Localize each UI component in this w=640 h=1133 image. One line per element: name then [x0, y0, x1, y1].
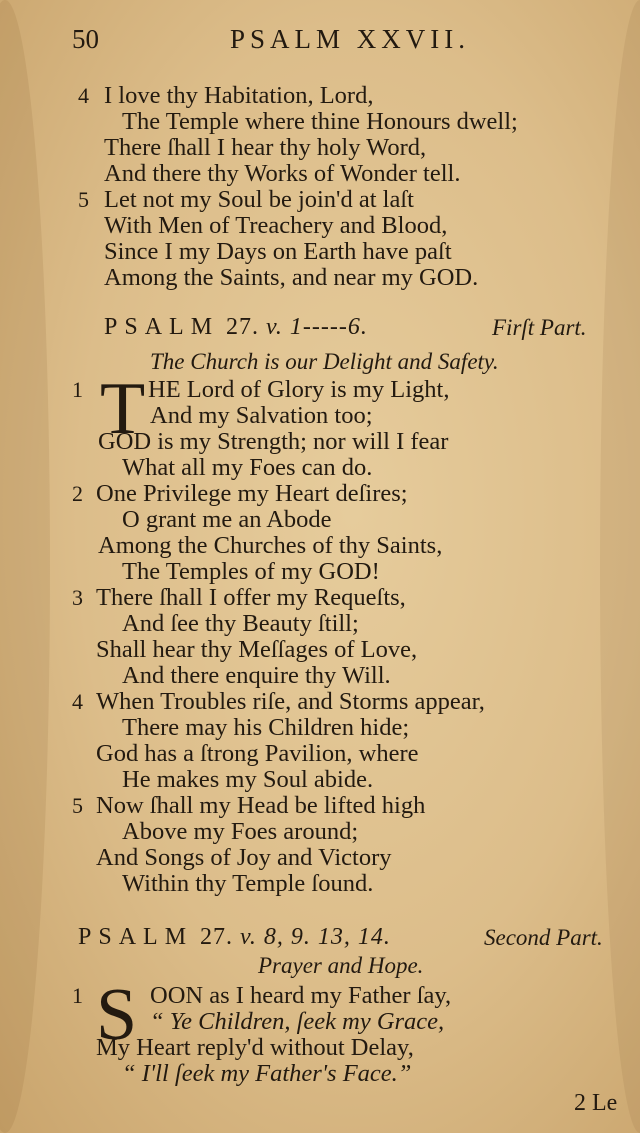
- psalm-numeral: 27.: [226, 314, 260, 340]
- running-title: PSALM XXVII.: [230, 24, 471, 54]
- verse-line: Above my Foes around;: [122, 818, 359, 845]
- verse-number: 1: [72, 983, 83, 1008]
- verse-line: And Songs of Joy and Victory: [96, 844, 392, 871]
- verse-line: Within thy Temple ſound.: [122, 870, 374, 897]
- psalm-heading: [78, 924, 391, 951]
- verse-line: HE Lord of Glory is my Light,: [148, 376, 450, 403]
- verse-number: 4: [78, 83, 89, 108]
- verse-line: The Temple where thine Honours dwell;: [122, 108, 518, 135]
- verse-line: He makes my Soul abide.: [122, 766, 374, 793]
- verse-line: The Temples of my GOD!: [122, 558, 380, 585]
- verse-range: v. 1-----6.: [266, 314, 368, 340]
- psalm-word: PSALM: [78, 924, 194, 950]
- part-label: Firſt Part.: [492, 315, 587, 340]
- verse-line: “ I'll ſeek my Father's Face.”: [122, 1060, 412, 1087]
- verse-line: My Heart reply'd without Delay,: [96, 1034, 414, 1061]
- verse-number: 5: [78, 187, 89, 212]
- verse-line: Now ſhall my Head be lifted high: [96, 792, 426, 819]
- verse-number: 2: [72, 481, 83, 506]
- verse-line: O grant me an Abode: [122, 506, 332, 533]
- verse-line: And there enquire thy Will.: [122, 662, 391, 689]
- drop-cap: T: [100, 368, 146, 450]
- verse-number: 4: [72, 689, 83, 714]
- drop-cap: S: [96, 974, 138, 1056]
- psalm-subtitle: Prayer and Hope.: [258, 953, 424, 978]
- verse-line: “ Ye Children, ſeek my Grace,: [150, 1008, 445, 1035]
- psalm-heading: [104, 314, 368, 341]
- verse-line: Since I my Days on Earth have paſt: [104, 238, 452, 265]
- psalm-word: PSALM: [104, 314, 220, 340]
- verse-number: 5: [72, 793, 83, 818]
- verse-line: Let not my Soul be join'd at laſt: [104, 186, 414, 213]
- verse-line: With Men of Treachery and Blood,: [104, 212, 448, 239]
- verse-line: And ſee thy Beauty ſtill;: [122, 610, 359, 637]
- part-label: Second Part.: [484, 925, 603, 950]
- psalm-numeral: 27.: [200, 924, 234, 950]
- page-header: [72, 24, 512, 60]
- verse-number: 3: [72, 585, 83, 610]
- verse-line: Shall hear thy Meſſages of Love,: [96, 636, 418, 663]
- verse-line: And there thy Works of Wonder tell.: [104, 160, 461, 187]
- verse-line: And my Salvation too;: [150, 402, 373, 429]
- verse-line: When Troubles riſe, and Storms appear,: [96, 688, 485, 715]
- verse-number: 1: [72, 377, 83, 402]
- verse-line: God has a ſtrong Pavilion, where: [96, 740, 419, 767]
- verse-line: What all my Foes can do.: [122, 454, 373, 481]
- verse-line: Among the Saints, and near my GOD.: [104, 264, 479, 291]
- verse-line: GOD is my Strength; nor will I fear: [98, 428, 449, 455]
- verse-line: OON as I heard my Father ſay,: [150, 982, 452, 1009]
- verse-line: There may his Children hide;: [122, 714, 410, 741]
- verse-line: There ſhall I hear thy holy Word,: [104, 134, 427, 161]
- page-number: 50: [72, 24, 99, 54]
- verse-line: I love thy Habitation, Lord,: [104, 82, 374, 109]
- verse-range: v. 8, 9. 13, 14.: [240, 924, 391, 950]
- verse-line: There ſhall I offer my Requeſts,: [96, 584, 406, 611]
- psalm-subtitle: The Church is our Delight and Safety.: [150, 349, 499, 374]
- verse-line: Among the Churches of thy Saints,: [98, 532, 443, 559]
- catchword: 2 Le: [574, 1090, 618, 1116]
- verse-line: One Privilege my Heart deſires;: [96, 480, 408, 507]
